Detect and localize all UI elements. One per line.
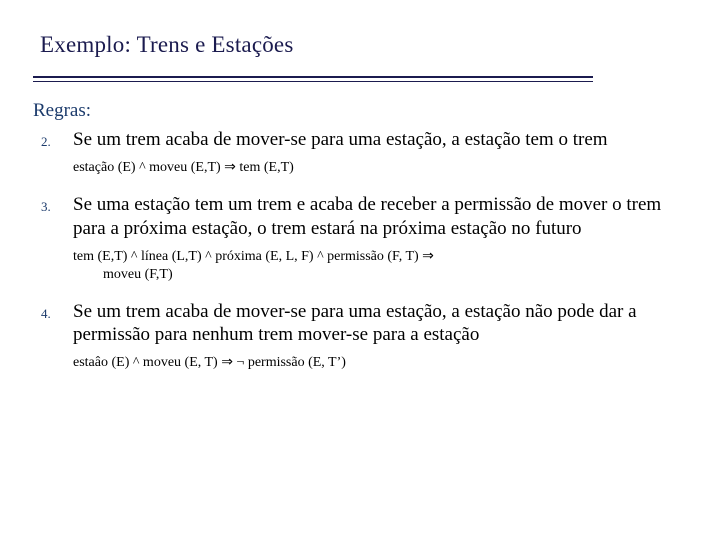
list-item xyxy=(33,193,683,239)
formula-line xyxy=(33,354,683,372)
list-item-number: 2. xyxy=(41,134,51,149)
formula-text-continuation: moveu (F,T) xyxy=(103,266,173,282)
formula-line xyxy=(33,159,683,177)
list-item-text: Se um trem acaba de mover-se para uma estação, a estação não pode dar a permissão para nenhum trem mover-se para a estação xyxy=(73,301,637,346)
formula-line xyxy=(33,248,683,284)
formula-text: tem (E,T) ^ línea (L,T) ^ próxima (E, L, F) ^ permissão (F, T) ⇒ xyxy=(73,248,434,264)
rules-heading: Regras: xyxy=(33,100,92,121)
title-divider-secondary xyxy=(33,81,593,82)
formula-text: estação (E) ^ moveu (E,T) ⇒ tem (E,T) xyxy=(73,160,294,176)
list-item xyxy=(33,300,683,346)
list-item-number: 3. xyxy=(41,199,51,215)
list-item xyxy=(33,128,683,151)
slide-body xyxy=(33,100,683,387)
list-item-text: Se um trem acaba de mover-se para uma estação, a estação tem o trem xyxy=(73,129,608,150)
title-divider xyxy=(33,76,593,78)
list-item-text: Se uma estação tem um trem e acaba de receber a permissão de mover o trem para a próxima estação, o trem estará na próxima estação no futuro xyxy=(73,194,662,239)
list-item-number: 4. xyxy=(41,306,51,322)
page-title: Exemplo: Trens e Estações xyxy=(40,32,294,57)
formula-text: estaâo (E) ^ moveu (E, T) ⇒ ¬ permissão (E, T’) xyxy=(73,355,346,371)
